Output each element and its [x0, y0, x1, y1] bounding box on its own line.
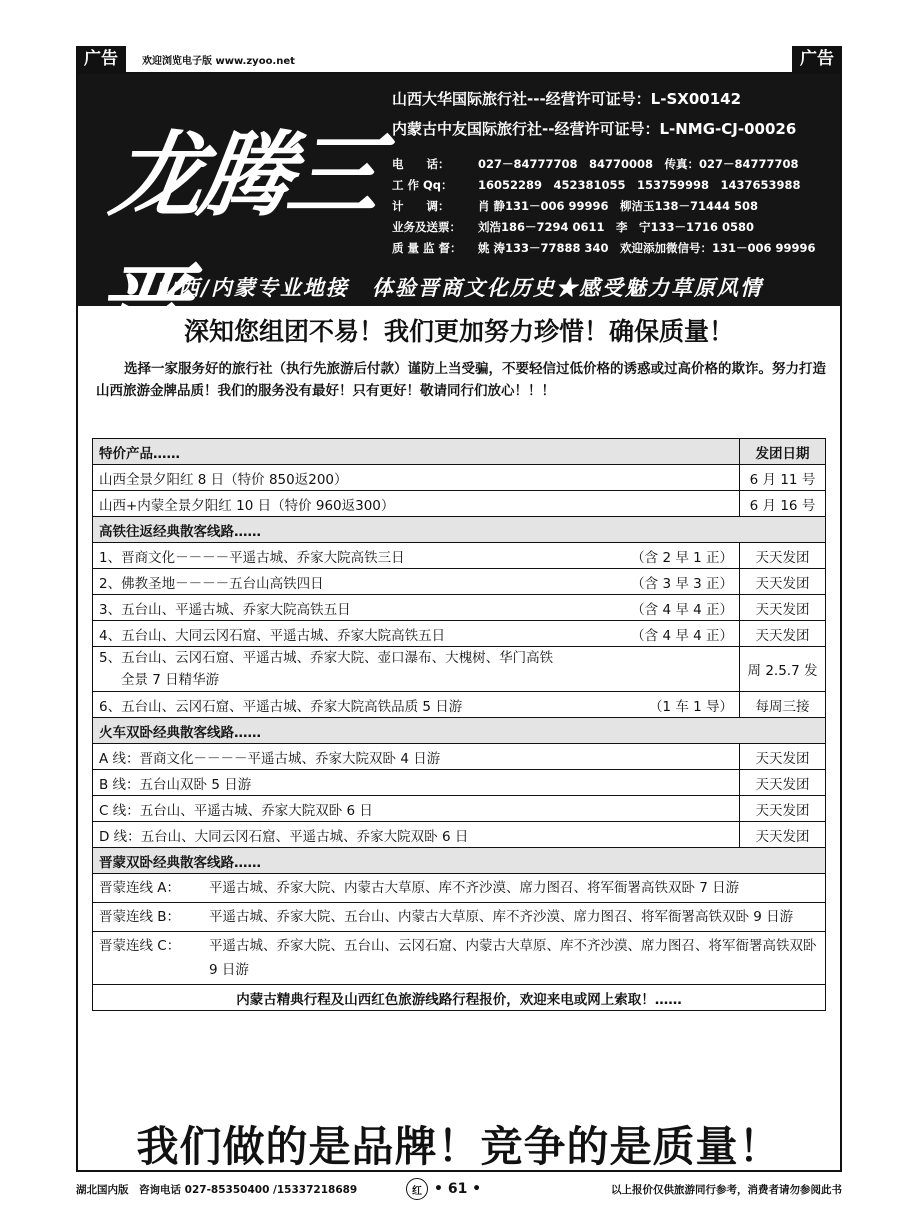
table-row: 山西+内蒙全景夕阳红 10 日（特价 960返300） 6 月 16 号 [93, 491, 826, 517]
red-badge-icon: 红 [406, 1178, 428, 1200]
logo [86, 84, 390, 361]
table-row: 晋蒙连线 B： 平遥古城、乔家大院、五台山、内蒙古大草原、库不齐沙漠、席力图召、将军衙署高铁双卧 9 日游 [93, 903, 826, 932]
table-row: 山西全景夕阳红 8 日（特价 850返200） 6 月 11 号 [93, 465, 826, 491]
bottom-slogan: 我们做的是品牌！竞争的是质量！ [136, 1122, 782, 1171]
table-row: D 线：五台山、大同云冈石窟、平遥古城、乔家大院双卧 6 日 天天发团 [93, 822, 826, 848]
contact-sales: 业务及送票： 刘浩186－7294 0611 李 宁133－1716 0580 [392, 220, 755, 234]
ad-frame [76, 72, 842, 1172]
table-row: B 线：五台山双卧 5 日游 天天发团 [93, 770, 826, 796]
table-footer-row [93, 985, 826, 1011]
contact-planner: 计 调： 肖 静131－006 99996 柳洁玉138－71444 508 [392, 199, 759, 213]
jinmeng-header: 晋蒙双卧经典散客线路…… [93, 848, 826, 874]
jinmeng-header-row [93, 848, 826, 874]
welcome-text: 欢迎浏览电子版 www.zyoo.net [142, 56, 295, 67]
ad-tag-left: 广告 [76, 46, 126, 72]
table-footer: 内蒙古精典行程及山西红色旅游线路行程报价，欢迎来电或网上索取！…… [93, 985, 826, 1011]
intro-paragraph: 选择一家服务好的旅行社（执行先旅游后付款）谨防上当受骗，不要轻信过低价格的诱惑或过高价格的欺诈。努力打造山西旅游金牌品质！我们的服务没有最好！只有更好！敬请同行们放心！！！ [96, 361, 826, 399]
table-row: 4、五台山、大同云冈石窟、平遥古城、乔家大院高铁五日 （含 4 早 4 正） 天天发团 [93, 621, 826, 647]
page-footer [76, 1178, 842, 1200]
table-row: 6、五台山、云冈石窟、平遥古城、乔家大院高铁品质 5 日游 （1 车 1 导） 每周三接 [93, 692, 826, 718]
table-row: C 线：五台山、平遥古城、乔家大院双卧 6 日 天天发团 [93, 796, 826, 822]
page-number: • 61 • [434, 1181, 482, 1197]
train-header: 火车双卧经典散客线路…… [93, 718, 826, 744]
train-header-row [93, 718, 826, 744]
footer-disclaimer: 以上报价仅供旅游同行参考，消费者请勿参阅此书 [611, 1184, 842, 1196]
hsr-header: 高铁往返经典散客线路…… [93, 517, 826, 543]
table-row: 3、五台山、平遥古城、乔家大院高铁五日 （含 4 早 4 正） 天天发团 [93, 595, 826, 621]
contact-list [392, 154, 832, 259]
contact-qq: 工 作 Qq： 16052289 452381055 153759998 1437653988 [392, 178, 801, 192]
logo-text: 龙腾三晋 [86, 121, 384, 361]
headline: 深知您组团不易！我们更加努力珍惜！确保质量！ [183, 317, 734, 346]
table-row: 晋蒙连线 C： 平遥古城、乔家大院、五台山、云冈石窟、内蒙古大草原、库不齐沙漠、席力图召、将军衙署高铁双卧 9 日游 [93, 932, 826, 985]
hsr-header-row [93, 517, 826, 543]
top-strip [76, 46, 842, 72]
table-row: A 线：晋商文化－－－－平遥古城、乔家大院双卧 4 日游 天天发团 [93, 744, 826, 770]
table-row: 5、五台山、云冈石窟、平遥古城、乔家大院、壶口瀑布、大槐树、华门高铁 全景 7 日精华游 周 2.5.7 发 [93, 647, 826, 692]
contact-quality: 质 量 监 督： 姚 涛133－77888 340 欢迎添加微信号：131－006 99996 [392, 241, 816, 255]
header-banner: 山西/内蒙专业地接 体验晋商文化历史★感受魅力草原风情 [155, 275, 763, 300]
license-neimenggu: 内蒙古中友国际旅行社--经营许可证号：L-NMG-CJ-00026 [392, 120, 797, 138]
special-header: 特价产品…… [93, 439, 740, 465]
license-shanxi: 山西大华国际旅行社---经营许可证号：L-SX00142 [392, 90, 742, 108]
page-number-group [406, 1178, 481, 1200]
table-row: 晋蒙连线 A： 平遥古城、乔家大院、内蒙古大草原、库不齐沙漠、席力图召、将军衙署高铁双卧 7 日游 [93, 874, 826, 903]
ad-tag-right: 广告 [792, 46, 842, 72]
date-header: 发团日期 [740, 439, 826, 465]
route-table [92, 438, 826, 1011]
special-header-row [93, 439, 826, 465]
table-row: 2、佛教圣地－－－－五台山高铁四日 （含 3 早 3 正） 天天发团 [93, 569, 826, 595]
contact-phone: 电 话： 027－84777708 84770008 传真：027－84777708 [392, 157, 799, 171]
table-row: 1、晋商文化－－－－平遥古城、乔家大院高铁三日 （含 2 早 1 正） 天天发团 [93, 543, 826, 569]
footer-edition: 湖北国内版 咨询电话 027-85350400 /15337218689 [76, 1184, 358, 1196]
